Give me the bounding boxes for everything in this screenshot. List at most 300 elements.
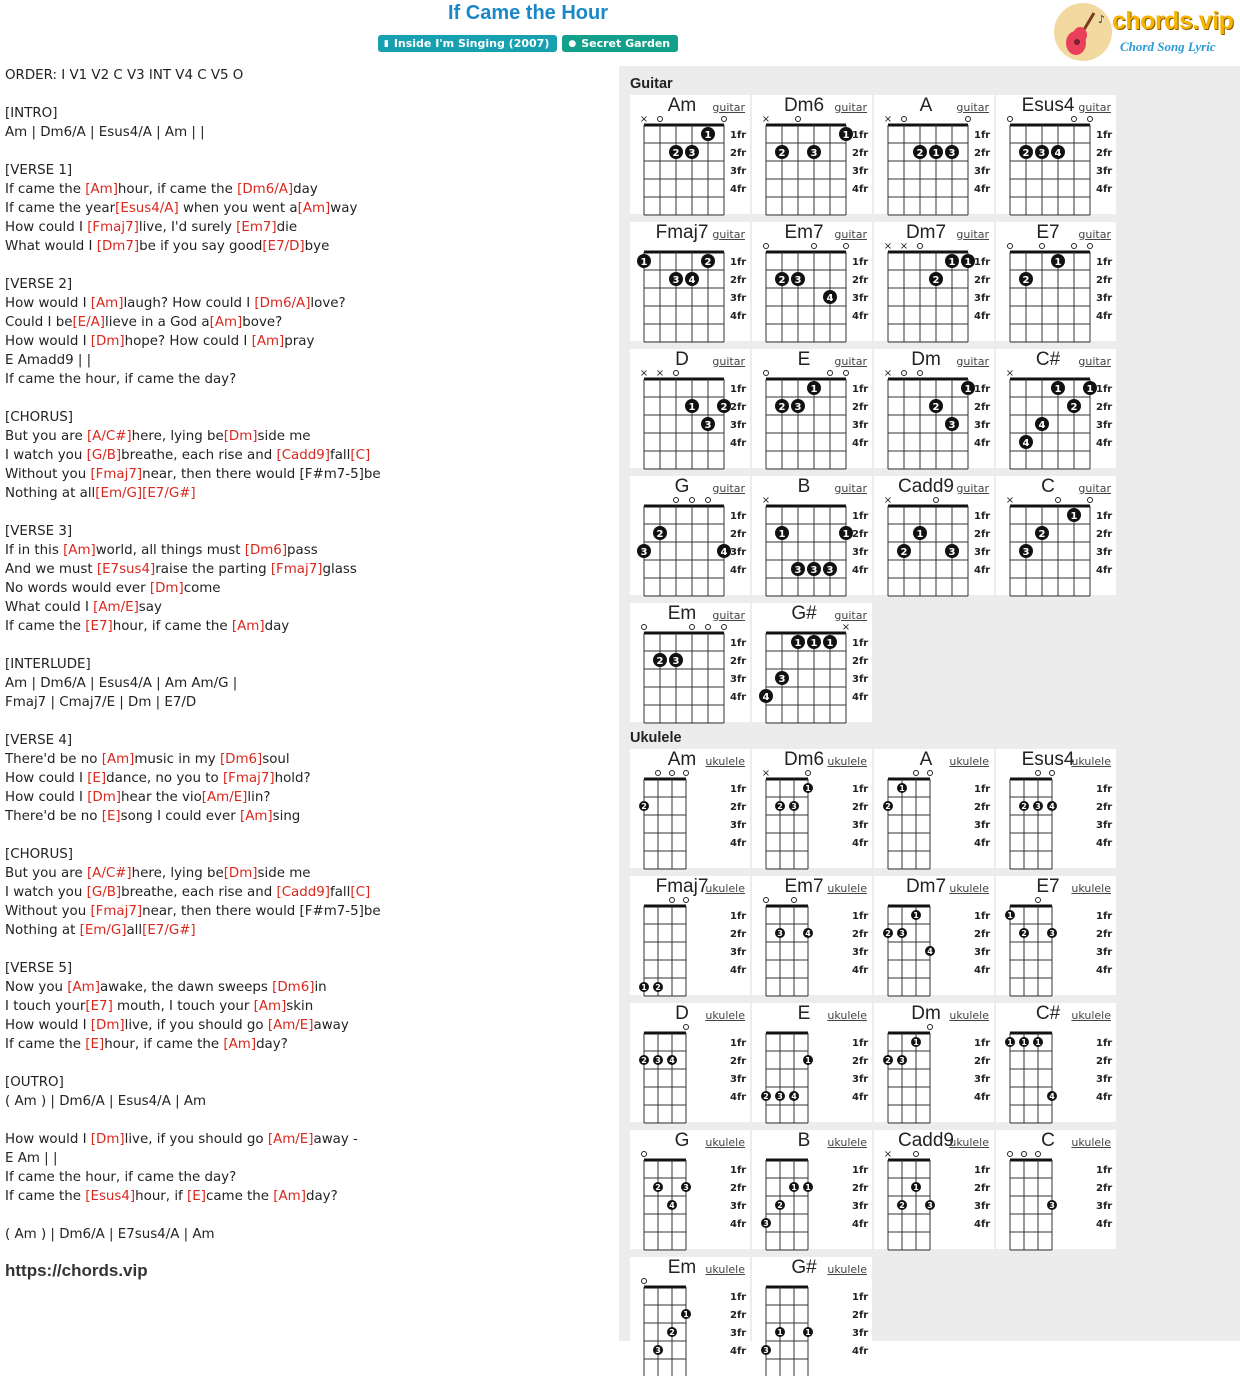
logo-badge [1054, 3, 1112, 61]
fret-label: 4fr [852, 1346, 869, 1357]
chord-link[interactable]: [G/B] [86, 885, 122, 900]
open-string-mark [674, 498, 679, 503]
lyric-text: [CHORUS] [5, 410, 74, 425]
finger-number: 1 [913, 1038, 919, 1047]
lyric-text: How would I [5, 1132, 91, 1147]
fret-label: 3fr [852, 820, 869, 831]
fret-label: 3fr [730, 1328, 747, 1339]
fret-label: 3fr [974, 547, 991, 558]
chord-link[interactable]: [Am] [209, 315, 243, 330]
fret-label: 1fr [730, 1038, 747, 1049]
finger-number: 3 [810, 565, 818, 576]
lyric-text: Nothing at all [5, 486, 96, 501]
instrument-link[interactable]: guitar [956, 228, 989, 241]
finger-number: 4 [1049, 1092, 1055, 1101]
lyric-line [5, 1187, 605, 1206]
lyric-line [5, 1092, 605, 1111]
finger-number: 1 [964, 257, 972, 268]
lyric-text: Nothing at [5, 923, 80, 938]
fretboard [874, 95, 994, 214]
chord-link[interactable]: [Esus4] [85, 1189, 136, 1204]
chord-link[interactable]: [Fmaj7] [90, 467, 143, 482]
open-string-mark [1088, 244, 1093, 249]
open-string-mark [764, 244, 769, 249]
chord-diagram-dm7[interactable] [874, 876, 994, 995]
fret-label: 2fr [730, 402, 747, 413]
open-string-mark [690, 625, 695, 630]
chord-diagram-g[interactable] [630, 1130, 750, 1249]
finger-number: 3 [655, 1056, 661, 1065]
fretboard [630, 1257, 750, 1376]
chord-diagram-g[interactable] [630, 476, 750, 595]
fret-label: 3fr [730, 820, 747, 831]
lyric-line [5, 484, 605, 503]
chord-diagram-e[interactable] [752, 1003, 872, 1122]
finger-number: 1 [1007, 1038, 1013, 1047]
chord-link[interactable]: [Am] [67, 980, 100, 995]
muted-string-mark: × [639, 368, 649, 379]
instrument-link[interactable]: ukulele [827, 1263, 867, 1276]
fretboard [874, 476, 994, 595]
chord-name: Em7 [784, 222, 824, 243]
chord-link[interactable]: [E] [85, 1037, 105, 1052]
finger-number: 4 [1049, 802, 1055, 811]
fret-label: 2fr [974, 148, 991, 159]
fret-label: 4fr [1096, 438, 1113, 449]
finger-number: 3 [948, 148, 956, 159]
chord-diagram-e7[interactable] [996, 876, 1116, 995]
chord-link[interactable]: [E/A] [72, 315, 106, 330]
lyric-text: If came the hour, if came the day? [5, 1170, 237, 1185]
finger-number: 2 [1021, 802, 1027, 811]
chord-link[interactable]: [Am] [239, 809, 273, 824]
instrument-link[interactable]: guitar [834, 482, 867, 495]
fret-label: 3fr [1096, 420, 1113, 431]
finger-number: 1 [1086, 384, 1094, 395]
fretboard [752, 1257, 872, 1376]
lyric-line [5, 294, 605, 313]
lyric-text: day [293, 182, 318, 197]
chord-link[interactable]: [Dm6] [272, 980, 315, 995]
lyric-line [5, 332, 605, 351]
instrument-link[interactable]: ukulele [1071, 882, 1111, 895]
finger-number: 4 [720, 547, 728, 558]
chord-diagram-c[interactable] [996, 1130, 1116, 1249]
open-string-mark [914, 1152, 919, 1157]
lyric-line [5, 218, 605, 237]
fret-label: 2fr [730, 529, 747, 540]
muted-string-mark: × [655, 368, 665, 379]
lyric-text: song I could ever [120, 809, 240, 824]
lyric-text: here, lying be [131, 429, 224, 444]
finger-number: 3 [655, 1346, 661, 1355]
lyric-text: side me [257, 429, 311, 444]
chord-diagram-cadd9[interactable] [874, 1130, 994, 1249]
open-string-mark [706, 498, 711, 503]
chord-diagram-csharp[interactable] [996, 349, 1116, 468]
chord-link[interactable]: [Am/E] [267, 1132, 314, 1147]
fret-label: 4fr [852, 565, 869, 576]
lyric-line [5, 1054, 605, 1073]
open-string-mark [642, 1279, 647, 1284]
instrument-link[interactable]: guitar [956, 482, 989, 495]
instrument-link[interactable]: ukulele [705, 755, 745, 768]
open-string-mark [690, 498, 695, 503]
chord-link[interactable]: [Am] [297, 201, 331, 216]
chord-link[interactable]: [Dm6] [219, 752, 263, 767]
open-string-mark [1008, 244, 1013, 249]
fret-label: 3fr [1096, 820, 1113, 831]
lyric-line [5, 826, 605, 845]
fret-label: 3fr [852, 547, 869, 558]
open-string-mark [1036, 898, 1041, 903]
finger-number: 2 [1022, 275, 1030, 286]
finger-number: 4 [669, 1201, 675, 1210]
fret-label: 4fr [730, 838, 747, 849]
chord-name: Dm6 [783, 95, 825, 116]
chord-link[interactable]: [E7/D] [262, 239, 305, 254]
chord-link[interactable]: [Dm7] [96, 239, 140, 254]
finger-number: 1 [640, 257, 648, 268]
fret-label: 2fr [974, 1056, 991, 1067]
open-string-mark [1088, 498, 1093, 503]
lyric-line [5, 1168, 605, 1187]
open-string-mark [966, 117, 971, 122]
lyric-text: hour, if came the [117, 182, 238, 197]
muted-string-mark: × [1005, 368, 1015, 379]
chord-link[interactable]: [Am] [251, 334, 285, 349]
chord-diagram-fmaj7[interactable] [630, 222, 750, 341]
finger-number: 1 [1070, 511, 1078, 522]
chord-link[interactable]: [G/B] [86, 448, 122, 463]
lyric-text: If came the [5, 1037, 86, 1052]
fret-label: 4fr [730, 438, 747, 449]
lyric-text: hear the vio [121, 790, 202, 805]
muted-string-mark: × [761, 114, 771, 125]
fret-label: 4fr [1096, 838, 1113, 849]
fret-label: 3fr [974, 947, 991, 958]
instrument-link[interactable]: ukulele [1071, 755, 1111, 768]
chord-diagram-gsharp[interactable] [752, 603, 872, 722]
instrument-link[interactable]: guitar [834, 355, 867, 368]
chord-link[interactable]: [E] [187, 1189, 206, 1204]
chord-diagram-b[interactable] [752, 476, 872, 595]
chord-link[interactable]: [Am] [90, 296, 124, 311]
chord-diagram-gsharp[interactable] [752, 1257, 872, 1376]
finger-number: 1 [778, 529, 786, 540]
chord-diagram-d[interactable] [630, 1003, 750, 1122]
fret-label: 4fr [730, 184, 747, 195]
instrument-link[interactable]: guitar [834, 228, 867, 241]
instrument-link[interactable]: ukulele [827, 1136, 867, 1149]
finger-number: 2 [1038, 529, 1046, 540]
instrument-link[interactable]: guitar [1078, 482, 1111, 495]
lyric-line [5, 1073, 605, 1092]
chord-link[interactable]: [C] [350, 885, 371, 900]
finger-number: 2 [932, 275, 940, 286]
chord-link[interactable]: [Fmaj7] [87, 220, 139, 235]
finger-number: 1 [777, 1328, 783, 1337]
chord-link[interactable]: [Fmaj7] [270, 562, 323, 577]
lyric-text: hour, if came the [112, 619, 232, 634]
lyric-text: bove? [242, 315, 283, 330]
fret-label: 3fr [974, 293, 991, 304]
finger-number: 3 [899, 929, 905, 938]
chord-diagram-a[interactable] [874, 749, 994, 868]
instrument-link[interactable]: ukulele [949, 882, 989, 895]
chord-diagram-b[interactable] [752, 1130, 872, 1249]
fret-label: 2fr [1096, 529, 1113, 540]
chord-link[interactable]: [Fmaj7] [222, 771, 275, 786]
chord-link[interactable]: [E7] [85, 619, 113, 634]
fret-label: 2fr [852, 1310, 869, 1321]
instrument-link[interactable]: guitar [956, 355, 989, 368]
chord-link[interactable]: [Em7] [236, 220, 277, 235]
open-string-mark [914, 771, 919, 776]
chord-link[interactable]: [Am/E] [267, 1018, 314, 1033]
chord-link[interactable]: [Cadd9] [276, 448, 330, 463]
lyric-line [5, 959, 605, 978]
lyric-line [5, 864, 605, 883]
fretboard [752, 1130, 872, 1249]
chord-diagram-e7[interactable] [996, 222, 1116, 341]
finger-number: 3 [1049, 1201, 1055, 1210]
instrument-link[interactable]: ukulele [705, 1263, 745, 1276]
lyric-text: say [138, 600, 162, 615]
lyric-text: away - [313, 1132, 358, 1147]
fret-label: 1fr [852, 1292, 869, 1303]
chord-link[interactable]: [Dm6] [244, 543, 288, 558]
chord-link[interactable]: [Am] [63, 543, 96, 558]
chord-link[interactable]: [Esus4/A] [115, 201, 179, 216]
fret-label: 1fr [730, 257, 747, 268]
lyric-text: There'd be no [5, 809, 102, 824]
chord-link[interactable]: [C] [350, 448, 371, 463]
fret-label: 4fr [974, 565, 991, 576]
chord-diagram-esus4[interactable] [996, 95, 1116, 214]
chord-link[interactable]: [Dm] [223, 866, 258, 881]
chord-diagram-fmaj7[interactable] [630, 876, 750, 995]
lyric-line [5, 199, 605, 218]
instrument-link[interactable]: guitar [712, 101, 745, 114]
chord-link[interactable]: [Fmaj7] [90, 904, 143, 919]
chord-link[interactable]: [Cadd9] [276, 885, 330, 900]
chord-diagram-dm6[interactable] [752, 749, 872, 868]
lyric-line [5, 617, 605, 636]
chord-diagram-a[interactable] [874, 95, 994, 214]
open-string-mark [1022, 1152, 1027, 1157]
fret-label: 1fr [974, 784, 991, 795]
chord-link[interactable]: [E7/G#] [142, 923, 196, 938]
chord-link[interactable]: [Am] [231, 619, 265, 634]
fret-label: 2fr [730, 929, 747, 940]
lyric-text: What would I [5, 239, 97, 254]
page-header [0, 0, 1240, 64]
site-logo[interactable] [1054, 2, 1234, 62]
finger-number: 3 [777, 929, 783, 938]
fret-label: 2fr [730, 656, 747, 667]
chord-diagram-csharp[interactable] [996, 1003, 1116, 1122]
chord-link[interactable]: [Dm] [87, 790, 122, 805]
chord-diagram-dm6[interactable] [752, 95, 872, 214]
fret-label: 3fr [730, 547, 747, 558]
chord-link[interactable]: [Am/E] [201, 790, 248, 805]
finger-number: 2 [655, 1183, 661, 1192]
fret-label: 4fr [730, 1092, 747, 1103]
fret-label: 2fr [852, 1183, 869, 1194]
finger-number: 1 [932, 148, 940, 159]
chord-name: B [797, 476, 811, 497]
chord-diagram-em[interactable] [630, 1257, 750, 1376]
instrument-link[interactable]: guitar [712, 228, 745, 241]
chord-link[interactable]: [E7sus4] [96, 562, 156, 577]
instrument-link[interactable]: guitar [834, 101, 867, 114]
fret-label: 2fr [730, 1056, 747, 1067]
open-string-mark [1036, 771, 1041, 776]
chord-link[interactable]: [E7/G#] [142, 486, 196, 501]
guitar-icon [1054, 3, 1112, 61]
instrument-link[interactable]: ukulele [705, 882, 745, 895]
fret-label: 1fr [852, 511, 869, 522]
chord-diagram-dm[interactable] [874, 1003, 994, 1122]
chord-diagram-em7[interactable] [752, 876, 872, 995]
chord-link[interactable]: [Dm] [149, 581, 184, 596]
fret-label: 4fr [1096, 1092, 1113, 1103]
instrument-link[interactable]: guitar [712, 355, 745, 368]
instrument-link[interactable]: ukulele [827, 882, 867, 895]
lyric-line [5, 940, 605, 959]
instrument-link[interactable]: guitar [712, 609, 745, 622]
chord-name: Fmaj7 [655, 222, 709, 243]
chord-link[interactable]: [Em/G] [79, 923, 127, 938]
lyric-text: [OUTRO] [5, 1075, 64, 1090]
open-string-mark [764, 898, 769, 903]
chord-link[interactable]: [Am] [273, 1189, 306, 1204]
chord-diagram-d[interactable] [630, 349, 750, 468]
chord-name: Em [667, 603, 697, 624]
instrument-link[interactable]: ukulele [827, 1009, 867, 1022]
chord-link[interactable]: [Am] [223, 1037, 257, 1052]
artist-badge[interactable] [562, 35, 678, 52]
chord-name: Em7 [784, 876, 824, 897]
chord-link[interactable]: [Dm] [223, 429, 258, 444]
lyric-line [5, 541, 605, 560]
chord-diagram-e[interactable] [752, 349, 872, 468]
lyric-text: here, lying be [131, 866, 224, 881]
chord-link[interactable]: [Am] [253, 999, 287, 1014]
fret-label: 1fr [974, 384, 991, 395]
open-string-mark [670, 898, 675, 903]
instrument-link[interactable]: guitar [1078, 101, 1111, 114]
fret-label: 1fr [852, 384, 869, 395]
chord-link[interactable]: [Dm6/A] [254, 296, 311, 311]
finger-number: 2 [885, 1056, 891, 1065]
chord-name: Dm7 [905, 876, 947, 897]
lyric-line [5, 731, 605, 750]
lyric-line [5, 750, 605, 769]
site-url-link[interactable]: https://chords.vip [5, 1261, 148, 1280]
chord-link[interactable]: [Dm6/A] [237, 182, 294, 197]
chord-diagram-em7[interactable] [752, 222, 872, 341]
chord-diagram-dm[interactable] [874, 349, 994, 468]
finger-number: 1 [964, 384, 972, 395]
chord-diagram-dm7[interactable] [874, 222, 994, 341]
lyric-line [5, 237, 605, 256]
chord-diagram-am[interactable] [630, 749, 750, 868]
chord-link[interactable]: [A/C#] [86, 866, 132, 881]
chord-diagram-c[interactable] [996, 476, 1116, 595]
chord-link[interactable]: [E] [87, 771, 107, 786]
lyric-line [5, 788, 605, 807]
muted-string-mark: × [883, 368, 893, 379]
finger-number: 3 [794, 402, 802, 413]
instrument-link[interactable]: ukulele [949, 1136, 989, 1149]
finger-number: 2 [655, 983, 661, 992]
chord-link[interactable]: [E7] [85, 999, 113, 1014]
instrument-link[interactable]: ukulele [1071, 1136, 1111, 1149]
chord-link[interactable]: [Em/G] [95, 486, 143, 501]
chord-link[interactable]: [Am] [101, 752, 135, 767]
chord-diagram-am[interactable] [630, 95, 750, 214]
instrument-link[interactable]: guitar [1078, 228, 1111, 241]
fret-label: 2fr [852, 1056, 869, 1067]
open-string-mark [722, 625, 727, 630]
chord-link[interactable]: [E] [101, 809, 121, 824]
chord-diagram-em[interactable] [630, 603, 750, 722]
instrument-link[interactable]: ukulele [705, 1136, 745, 1149]
chord-link[interactable]: [Am] [85, 182, 118, 197]
lyric-text: [VERSE 1] [5, 163, 73, 178]
instrument-link[interactable]: ukulele [827, 755, 867, 768]
album-badge[interactable] [378, 35, 557, 52]
finger-number: 1 [688, 402, 696, 413]
chord-diagram-cadd9[interactable] [874, 476, 994, 595]
instrument-link[interactable]: ukulele [949, 755, 989, 768]
instrument-link[interactable]: guitar [956, 101, 989, 114]
finger-number: 3 [948, 547, 956, 558]
chord-link[interactable]: [Dm] [90, 1132, 125, 1147]
fret-label: 4fr [974, 438, 991, 449]
instrument-link[interactable]: ukulele [705, 1009, 745, 1022]
fret-label: 3fr [852, 1328, 869, 1339]
fret-label: 3fr [852, 166, 869, 177]
instrument-link[interactable]: guitar [834, 609, 867, 622]
instrument-link[interactable]: guitar [712, 482, 745, 495]
lyric-line [5, 522, 605, 541]
chord-link[interactable]: [A/C#] [86, 429, 132, 444]
chord-link[interactable]: [Am/E] [93, 600, 139, 615]
instrument-link[interactable]: ukulele [1071, 1009, 1111, 1022]
finger-number: 3 [777, 1092, 783, 1101]
lyric-text: die [276, 220, 298, 235]
chord-name: E7 [1036, 222, 1060, 243]
chord-link[interactable]: [Dm] [90, 334, 125, 349]
fret-label: 4fr [974, 184, 991, 195]
fret-label: 1fr [1096, 784, 1113, 795]
chord-link[interactable]: [Dm] [90, 1018, 125, 1033]
fret-label: 2fr [974, 802, 991, 813]
finger-number: 1 [842, 130, 850, 141]
instrument-link[interactable]: guitar [1078, 355, 1111, 368]
fret-label: 2fr [974, 275, 991, 286]
chord-diagram-esus4[interactable] [996, 749, 1116, 868]
fret-label: 1fr [730, 784, 747, 795]
fret-label: 2fr [1096, 1056, 1113, 1067]
open-string-mark [812, 244, 817, 249]
instrument-link[interactable]: ukulele [949, 1009, 989, 1022]
fret-label: 4fr [852, 1219, 869, 1230]
finger-number: 2 [656, 656, 664, 667]
